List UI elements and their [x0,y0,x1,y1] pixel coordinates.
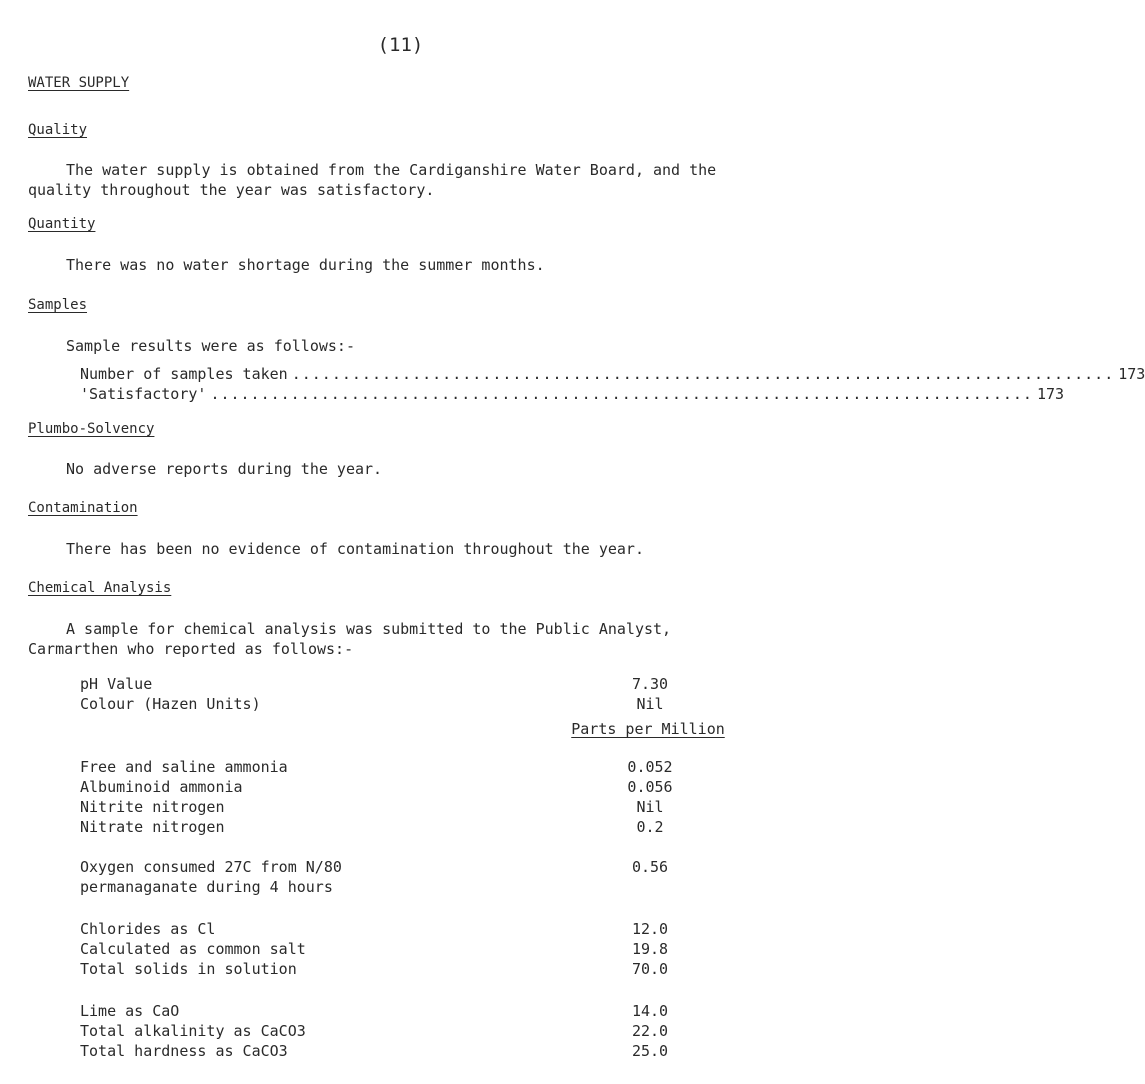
quality-text-line1: The water supply is obtained from the Cardiganshire Water Board, and the [66,161,717,179]
result-label: Oxygen consumed 27C from N/80 [80,858,342,876]
page-number: (11) [377,34,424,56]
result-value: 14.0 [631,1002,669,1020]
samples-row-satisfactory [80,385,1065,403]
result-value: 25.0 [631,1042,669,1060]
quality-heading: Quality [28,122,88,138]
result-value: Nil [636,695,664,713]
samples-row-label: Number of samples taken [80,365,288,383]
dot-leader: .................................................................................. [291,365,1115,383]
result-label: Total alkalinity as CaCO3 [80,1022,306,1040]
chemical-text-line1: A sample for chemical analysis was submitted to the Public Analyst, [66,620,672,638]
samples-intro: Sample results were as follows:- [66,337,355,355]
dot-leader: .................................................................................. [210,385,1033,403]
contamination-text: There has been no evidence of contamination throughout the year. [66,540,644,558]
result-label-line2: permanaganate during 4 hours [80,878,333,896]
result-label: pH Value [80,675,153,693]
samples-row-value: 173 [1118,365,1145,383]
plumbo-heading: Plumbo-Solvency [28,421,155,437]
result-label: Albuminoid ammonia [80,778,243,796]
result-label: Calculated as common salt [80,940,306,958]
result-value: 0.056 [627,778,673,796]
result-label: Chlorides as Cl [80,920,216,938]
result-value: 22.0 [631,1022,669,1040]
chemical-heading: Chemical Analysis [28,580,172,596]
result-label: Free and saline ammonia [80,758,288,776]
quantity-text: There was no water shortage during the summer months. [66,256,545,274]
result-value: 0.56 [631,858,669,876]
result-value: 7.30 [631,675,669,693]
quantity-heading: Quantity [28,216,96,232]
units-heading: Parts per Million [571,720,725,738]
result-label: Total solids in solution [80,960,297,978]
result-label: Lime as CaO [80,1002,180,1020]
samples-row-taken [80,365,1145,383]
result-label: Colour (Hazen Units) [80,695,261,713]
result-value: 0.2 [636,818,664,836]
samples-row-value: 173 [1036,385,1065,403]
contamination-heading: Contamination [28,500,138,516]
result-value: Nil [636,798,664,816]
result-value: 70.0 [631,960,669,978]
plumbo-text: No adverse reports during the year. [66,460,383,478]
quality-text-line2: quality throughout the year was satisfactory. [28,181,435,199]
samples-heading: Samples [28,297,88,313]
result-label: Total hardness as CaCO3 [80,1042,288,1060]
result-value: 0.052 [627,758,673,776]
result-label: Nitrate nitrogen [80,818,225,836]
result-label: Nitrite nitrogen [80,798,225,816]
result-value: 19.8 [631,940,669,958]
result-value: 12.0 [631,920,669,938]
section-title: WATER SUPPLY [28,75,130,91]
chemical-text-line2: Carmarthen who reported as follows:- [28,640,354,658]
samples-row-label: 'Satisfactory' [80,385,207,403]
